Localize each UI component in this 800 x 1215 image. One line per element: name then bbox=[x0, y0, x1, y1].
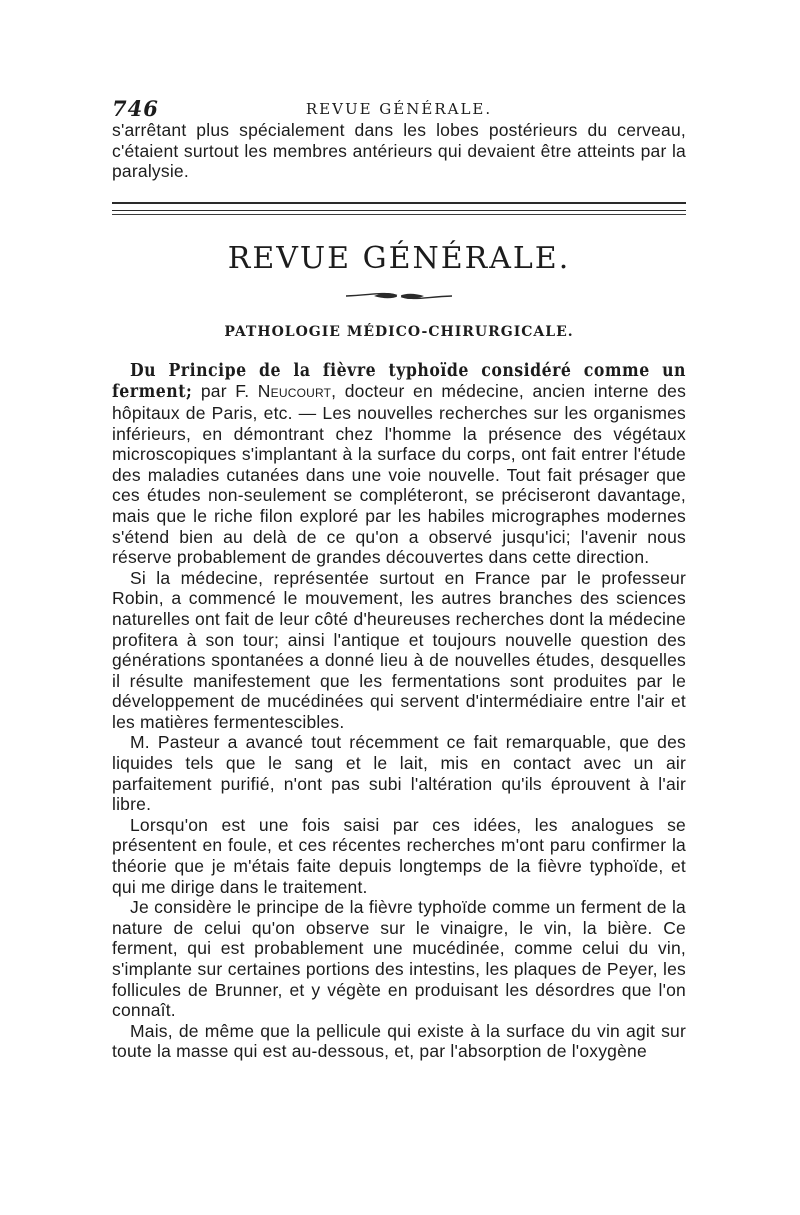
book-page bbox=[112, 92, 686, 1062]
article-paragraph: M. Pasteur a avancé tout récemment ce fait remarquable, que des liquides tels que le sang et le lait, mis en contact avec un air parfaitement purifié, n'ont pas subi l'altération qu'ils éprouvent à l'air libre. bbox=[112, 732, 686, 815]
article-byline-prefix: par F. bbox=[200, 381, 250, 402]
ornament-divider bbox=[112, 288, 686, 302]
subsection-heading: PATHOLOGIE MÉDICO-CHIRURGICALE. bbox=[224, 323, 574, 340]
article-paragraph: Lorsqu'on est une fois saisi par ces idées, les analogues se présentent en foule, et ces récentes recherches m'ont paru confirmer la théorie que je m'étais faite depuis longtemps de la fièvre typhoïde, et qui me dirige dans le traitement. bbox=[112, 814, 686, 897]
article-lead-paragraph bbox=[112, 360, 686, 568]
article-paragraph: Les nouvelles recherches sur les organismes inférieurs, en démontrant chez l'homme la présence des végétaux microscopiques s'implantant à la surface du corps, ont fait entrer l'étude des maladies cutanées dans une voie nouvelle. Tout fait présager que ces études non-seulement se compléteront, se préciseront davantage, mais que le riche filon exploré par les habiles micrographes modernes s'étend bien au delà de ce qu'on a observé jusqu'ici; l'avenir nous réserve probablement de grandes découvertes dans cette direction. bbox=[112, 402, 686, 568]
article-body bbox=[112, 360, 686, 1062]
page-number: 746 bbox=[112, 96, 159, 121]
article-paragraph: Mais, de même que la pellicule qui existe à la surface du vin agit sur toute la masse qui est au-dessous, et, par l'absorption de l'oxygène bbox=[112, 1020, 686, 1062]
section-title: REVUE GÉNÉRALE. bbox=[227, 240, 571, 276]
article-author: Neucourt bbox=[257, 381, 332, 402]
article-credentials: , docteur en médecine, ancien interne des hôpitaux de Paris, etc. — bbox=[112, 381, 687, 423]
continuation-paragraph: s'arrêtant plus spécialement dans les lobes postérieurs du cerveau, c'étaient surtout les membres antérieurs qui devaient être atteints par la paralysie. bbox=[112, 120, 686, 182]
section-rule-thin bbox=[112, 214, 686, 215]
article-title: Du Principe de la fièvre typhoïde considéré comme un ferment; bbox=[112, 360, 686, 403]
article-paragraph: Je considère le principe de la fièvre typhoïde comme un ferment de la nature de celui qu'on observe sur le vinaigre, le vin, la bière. Ce ferment, qui est probablement une mucédinée, comme celui du vin, s'implante sur certaines portions des intestins, les plaques de Peyer, les follicules de Brunner, et y végète en produisant les désordres que l'on connaît. bbox=[112, 897, 686, 1021]
ornament-flourish-icon bbox=[344, 289, 454, 303]
section-rule bbox=[112, 202, 686, 211]
continuation-block bbox=[112, 120, 686, 182]
running-head bbox=[112, 92, 686, 120]
article-paragraph: Si la médecine, représentée surtout en France par le professeur Robin, a commencé le mouvement, les autres branches des sciences naturelles ont fait de leur côté d'heureuses recherches dont la médecine profitera à son tour; ainsi l'antique et toujours nouvelle question des générations spontanées a donné lieu à de nouvelles études, desquelles il résulte manifestement que les fermentations sont produites par le développement de mucédinées qui servent d'intermédiaire entre l'air et les matières fermentescibles. bbox=[112, 567, 686, 732]
running-title: REVUE GÉNÉRALE. bbox=[305, 100, 493, 118]
